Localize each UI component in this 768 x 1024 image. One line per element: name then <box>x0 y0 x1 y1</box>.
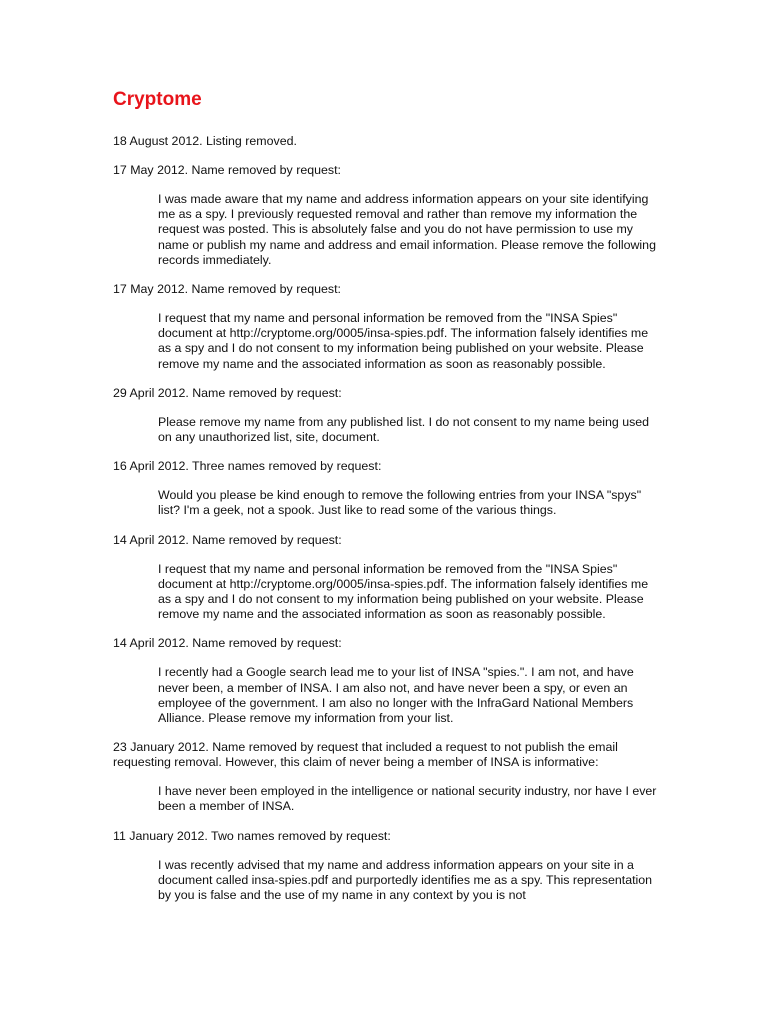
entry-heading: 17 May 2012. Name removed by request: <box>113 282 341 297</box>
entry <box>113 533 673 623</box>
entry-heading: 29 April 2012. Name removed by request: <box>113 385 342 400</box>
entry-heading: 14 April 2012. Name removed by request: <box>113 636 342 651</box>
entry <box>113 134 673 149</box>
entry-heading: 18 August 2012. Listing removed. <box>113 134 297 148</box>
entry <box>113 829 673 904</box>
entry-quote: I request that my name and personal information be removed from the "INSA Spies" document at http://cryptome.org/0005/insa-spies.pdf. The information falsely identifies me as a spy and I do not consent to my information being published on your website. Please remove my name and the associated information as soon as reasonably possible. <box>158 311 649 371</box>
site-title: Cryptome <box>113 89 202 110</box>
entry-heading: 17 May 2012. Name removed by request: <box>113 163 341 177</box>
entry <box>113 163 673 268</box>
entry <box>113 282 673 372</box>
entry-heading: 23 January 2012. Name removed by request that included a request to not publish the email requesting removal. However, this claim of never being a member of INSA is informative: <box>113 740 618 770</box>
entry-quote: I request that my name and personal information be removed from the "INSA Spies" document at http://cryptome.org/0005/insa-spies.pdf. The information falsely identifies me as a spy and I do not consent to my information being published on your website. Please remove my name and the associated information as soon as reasonably possible. <box>158 561 649 622</box>
entry-heading: 16 April 2012. Three names removed by request: <box>113 459 382 474</box>
entry-quote: Please remove my name from any published list. I do not consent to my name being used on any unauthorized list, site, document. <box>158 414 650 445</box>
entry <box>113 740 673 814</box>
entry <box>113 386 673 445</box>
entry-quote: I recently had a Google search lead me to your list of INSA "spies.". I am not, and have never been, a member of INSA. I am also not, and have never been a spy, or even an employee of the government. I am also no longer with the InfraGard National Members Alliance. Please remove my information from your list. <box>158 665 634 726</box>
document-page <box>113 88 673 917</box>
entry <box>113 636 673 726</box>
entry-heading: 14 April 2012. Name removed by request: <box>113 532 342 547</box>
entry-heading: 11 January 2012. Two names removed by request: <box>113 828 391 843</box>
entry <box>113 459 673 518</box>
entry-quote: Would you please be kind enough to remove the following entries from your INSA "spys" list? I'm a geek, not a spook. Just like to read some of the various things. <box>158 488 642 518</box>
entry-quote: I was recently advised that my name and address information appears on your site in a document called insa-spies.pdf and purportedly identifies me as a spy. This representation by you is false and the use of my name in any context by you is not <box>158 857 653 903</box>
entry-quote: I was made aware that my name and address information appears on your site identifying me as a spy. I previously requested removal and rather than remove my information the request was posted. This is absolutely false and you do not have permission to use my name or publish my name and address and email information. Please remove the following records immediately. <box>158 192 656 267</box>
entry-quote: I have never been employed in the intelligence or national security industry, nor have I ever been a member of INSA. <box>158 784 657 814</box>
